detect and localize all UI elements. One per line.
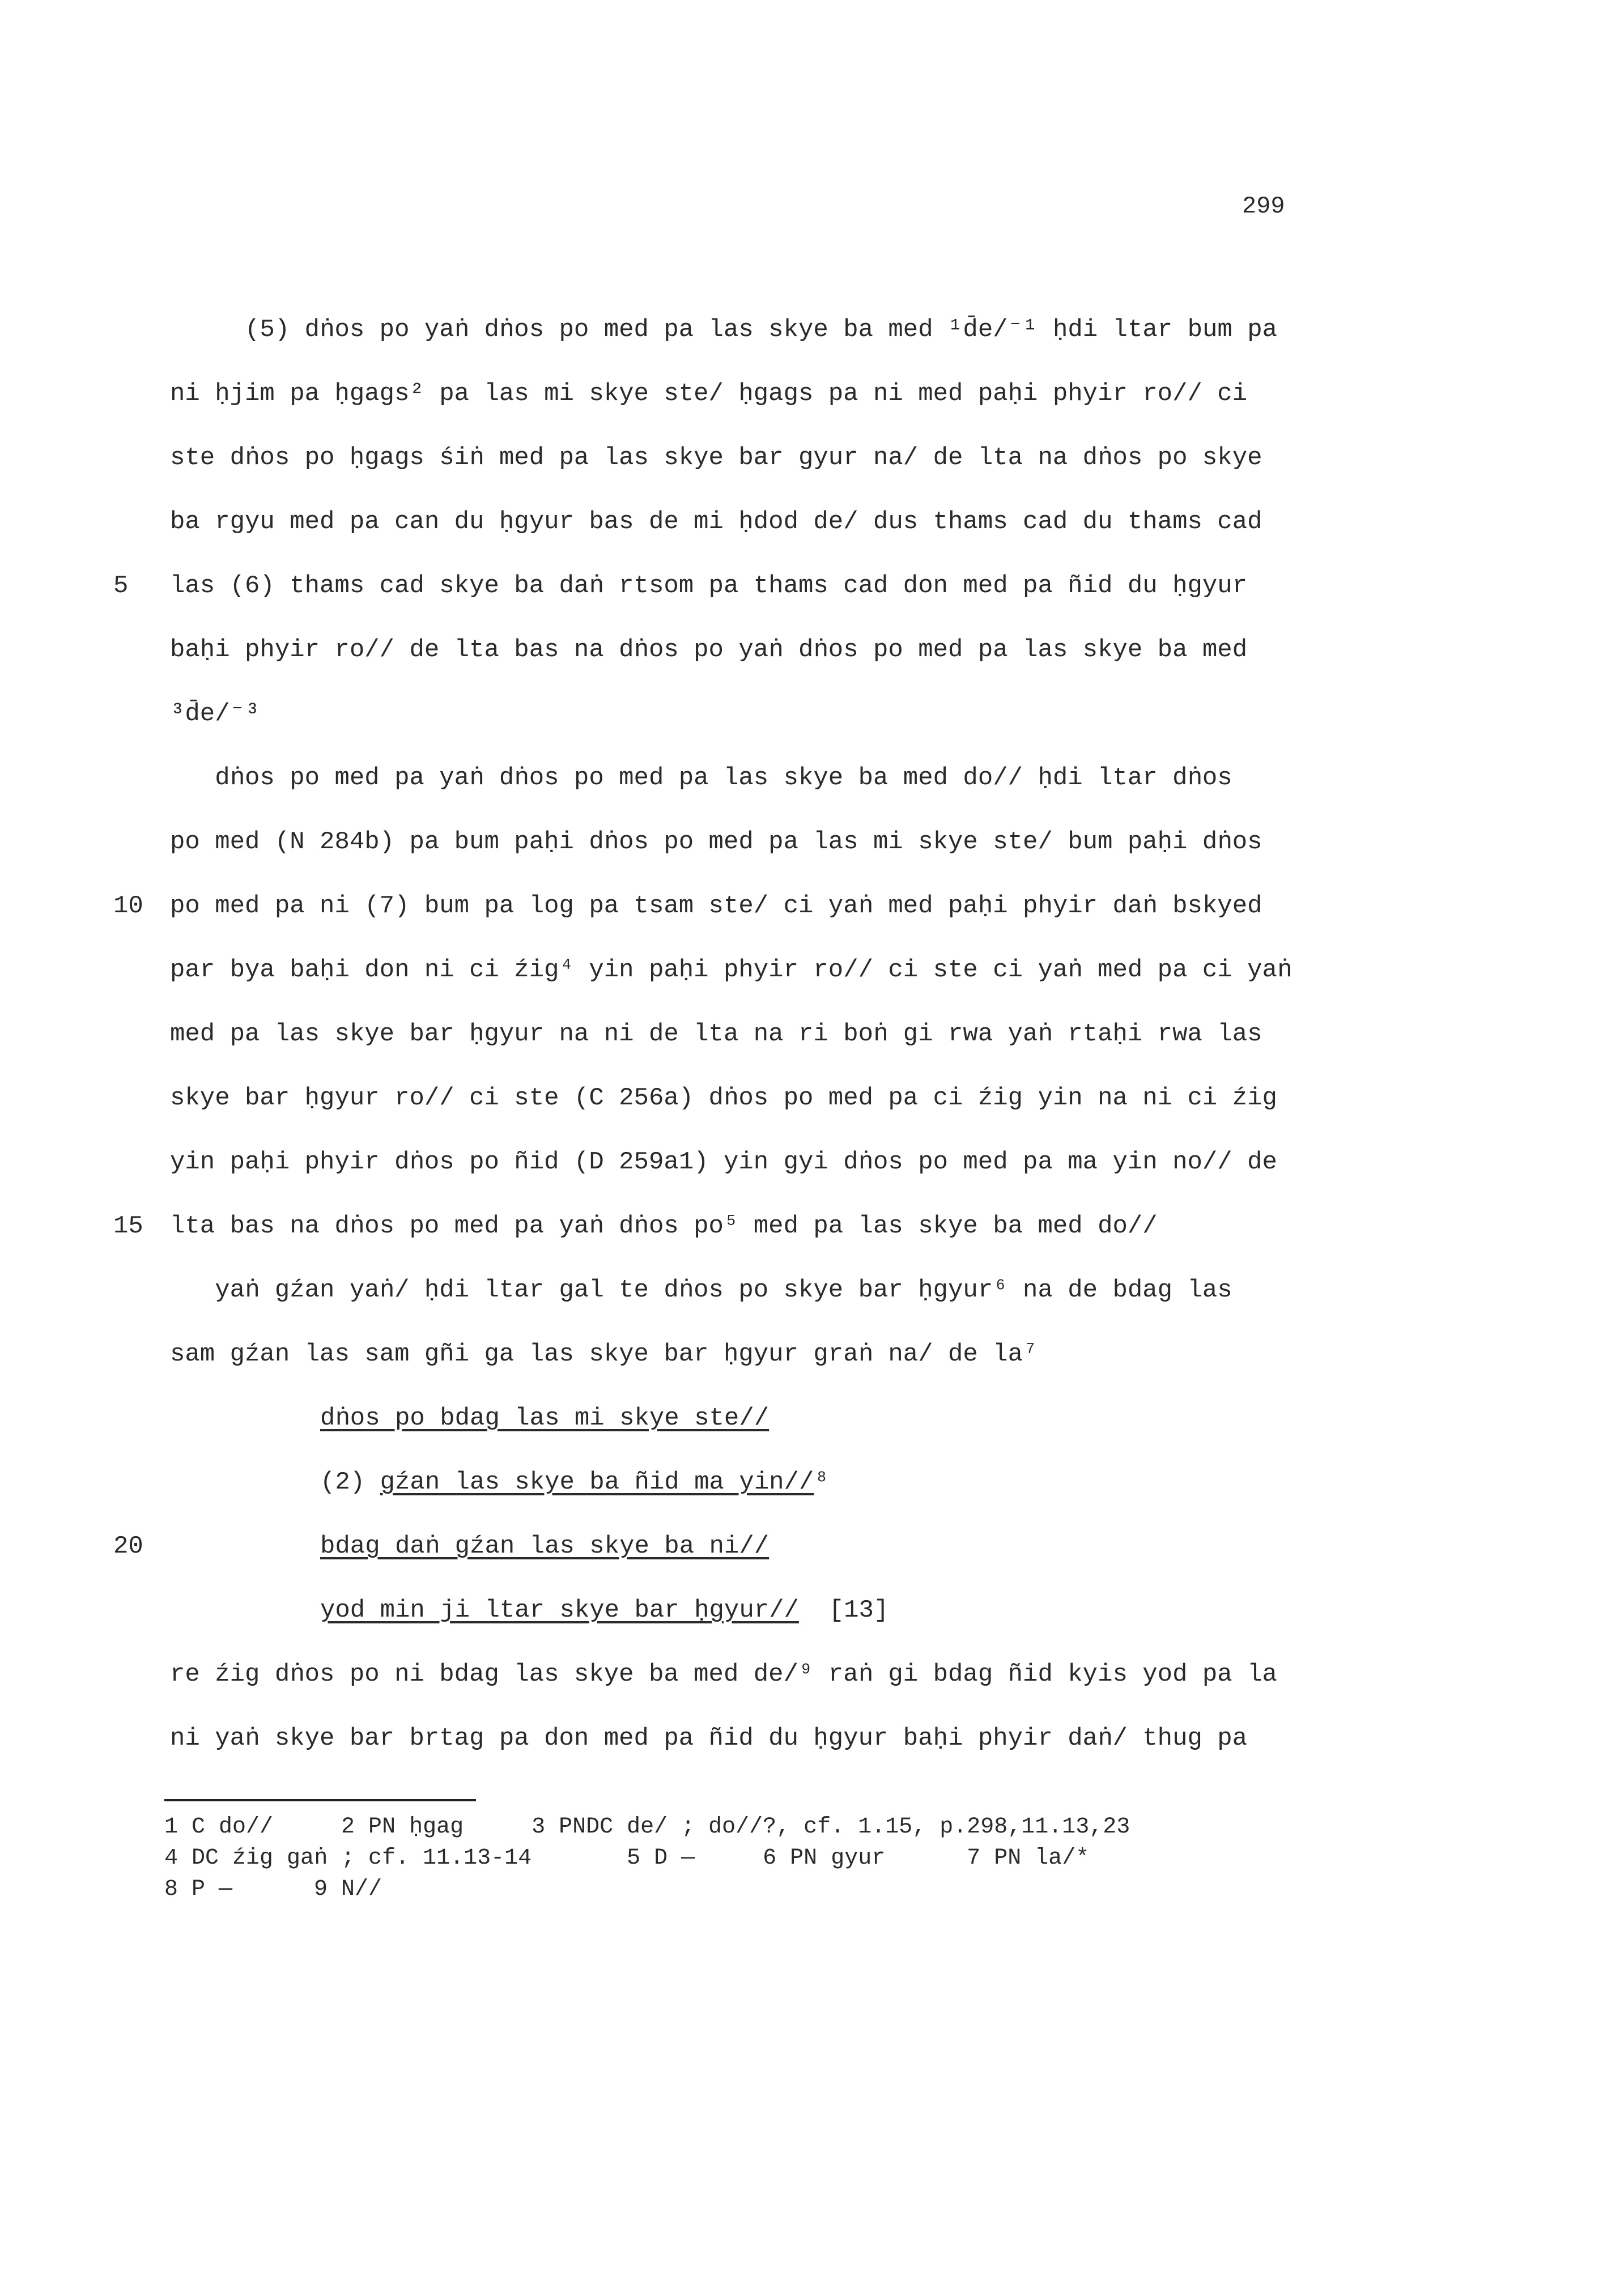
text-line: re źig dṅos po ni bdag las skye ba med de/⁹ raṅ gi bdag ñid kyis yod pa la xyxy=(170,1660,1277,1689)
verse-text: yod min ji ltar skye bar ḥgyur// xyxy=(320,1596,799,1625)
text-line: baḥi phyir ro// de lta bas na dṅos po yaṅ dṅos po med pa las skye ba med xyxy=(170,636,1248,664)
text-line: po med pa ni (7) bum pa log pa tsam ste/ ci yaṅ med paḥi phyir daṅ bskyed xyxy=(170,892,1262,920)
text-line: ste dṅos po ḥgags śiṅ med pa las skye bar gyur na/ de lta na dṅos po skye xyxy=(170,444,1262,472)
verse-text: gźan las skye ba ñid ma yin// xyxy=(380,1468,814,1496)
line-number: 20 xyxy=(113,1532,143,1561)
text-line: dṅos po med pa yaṅ dṅos po med pa las skye ba med do// ḥdi ltar dṅos xyxy=(170,764,1232,792)
text-line: sam gźan las sam gñi ga las skye bar ḥgyur graṅ na/ de la⁷ xyxy=(170,1340,1038,1368)
line-number: 15 xyxy=(113,1212,143,1240)
verse-line xyxy=(320,1534,769,1559)
text-line: lta bas na dṅos po med pa yaṅ dṅos po⁵ med pa las skye ba med do// xyxy=(170,1212,1158,1240)
text-line: ³d̄e/⁻³ xyxy=(170,700,260,728)
verse-prefix: (2) xyxy=(320,1468,380,1496)
text-line: yaṅ gźan yaṅ/ ḥdi ltar gal te dṅos po skye bar ḥgyur⁶ na de bdag las xyxy=(170,1276,1232,1304)
text-line: po med (N 284b) pa bum paḥi dṅos po med pa las mi skye ste/ bum paḥi dṅos xyxy=(170,828,1262,856)
footnote-line: 1 C do// 2 PN ḥgag 3 PNDC de/ ; do//?, cf. 1.15, p.298,11.13,23 xyxy=(164,1814,1130,1840)
verse-suffix: ⁸ xyxy=(814,1468,829,1496)
verse-suffix: [13] xyxy=(798,1596,889,1625)
footnote-rule xyxy=(164,1799,476,1801)
text-line: ni yaṅ skye bar brtag pa don med pa ñid du ḥgyur baḥi phyir daṅ/ thug pa xyxy=(170,1724,1248,1753)
verse-line xyxy=(320,1598,888,1623)
text-line: med pa las skye bar ḥgyur na ni de lta na ri boṅ gi rwa yaṅ rtaḥi rwa las xyxy=(170,1020,1262,1048)
text-line: skye bar ḥgyur ro// ci ste (C 256a) dṅos po med pa ci źig yin na ni ci źig xyxy=(170,1084,1277,1112)
footnote-line: 8 P — 9 N// xyxy=(164,1877,382,1902)
text-line: ba rgyu med pa can du ḥgyur bas de mi ḥdod de/ dus thams cad du thams cad xyxy=(170,508,1262,536)
verse-text: bdag daṅ gźan las skye ba ni// xyxy=(320,1532,770,1561)
line-number: 10 xyxy=(113,892,143,920)
text-line: ni ḥjim pa ḥgags² pa las mi skye ste/ ḥgags pa ni med paḥi phyir ro// ci xyxy=(170,380,1248,408)
text-line: par bya baḥi don ni ci źig⁴ yin paḥi phyir ro// ci ste ci yaṅ med pa ci yaṅ xyxy=(170,956,1293,984)
verse-text: dṅos po bdag las mi skye ste// xyxy=(320,1404,770,1432)
line-number: 5 xyxy=(113,572,129,600)
text-line: las (6) thams cad skye ba daṅ rtsom pa thams cad don med pa ñid du ḥgyur xyxy=(170,572,1248,600)
verse-line xyxy=(320,1470,829,1495)
text-line: yin paḥi phyir dṅos po ñid (D 259a1) yin gyi dṅos po med pa ma yin no// de xyxy=(170,1148,1277,1176)
footnote-line: 4 DC źig gaṅ ; cf. 11.13-14 5 D — 6 PN gyur 7 PN la/* xyxy=(164,1846,1090,1871)
verse-line xyxy=(320,1406,769,1431)
page-number: 299 xyxy=(1242,193,1285,220)
text-line: (5) dṅos po yaṅ dṅos po med pa las skye ba med ¹d̄e/⁻¹ ḥdi ltar bum pa xyxy=(170,316,1278,344)
